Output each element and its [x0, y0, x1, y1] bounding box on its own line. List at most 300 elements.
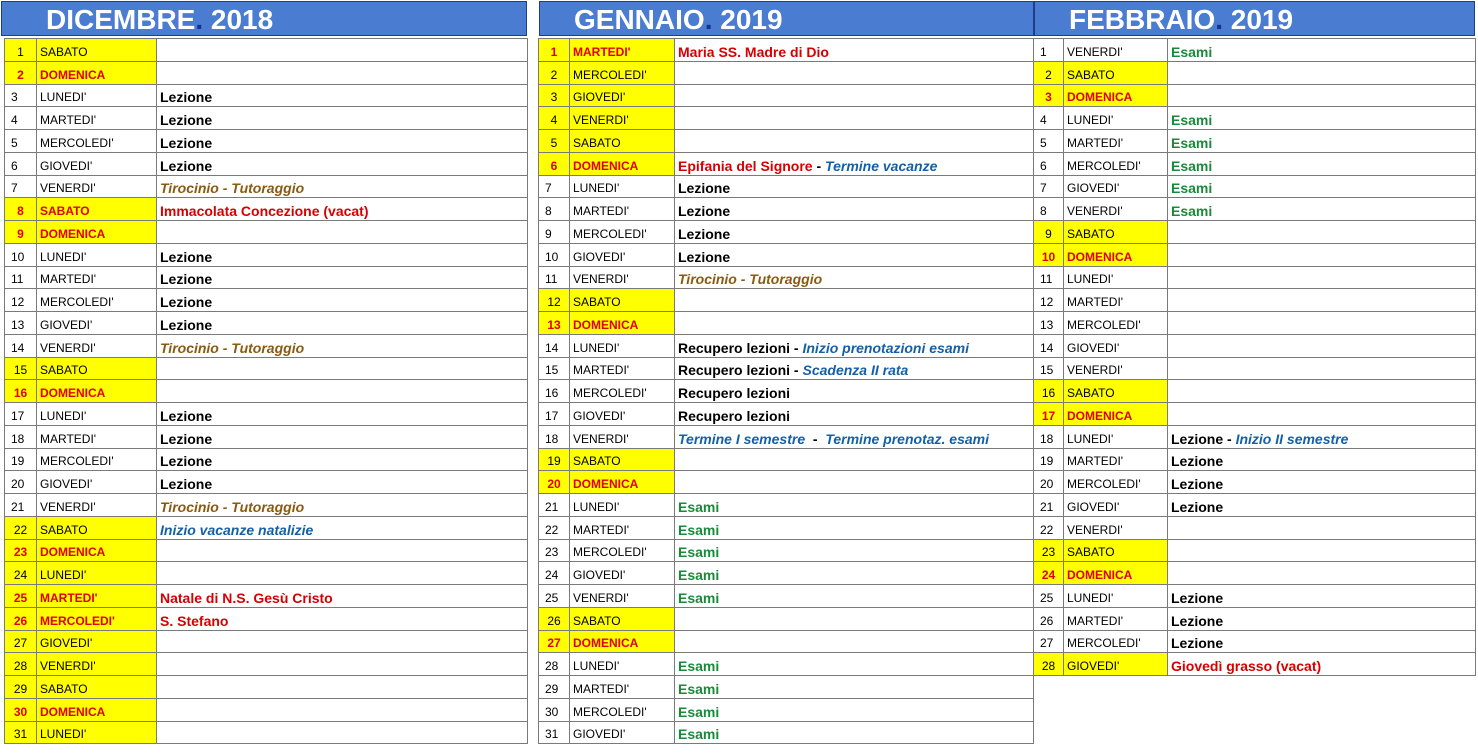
- day-number: 20: [539, 471, 570, 494]
- event-text: Lezione: [1171, 635, 1224, 652]
- day-number: 22: [1034, 516, 1064, 539]
- day-number: 9: [1034, 221, 1064, 244]
- day-event: [1168, 607, 1476, 630]
- day-number: 27: [539, 630, 570, 653]
- day-number: 15: [539, 357, 570, 380]
- day-name: DOMENICA: [1064, 562, 1168, 585]
- day-name: MARTEDI': [1064, 448, 1168, 471]
- day-row: [539, 630, 1034, 653]
- day-event: [157, 380, 528, 403]
- day-name: LUNEDI': [570, 494, 675, 517]
- day-event: [1168, 107, 1476, 130]
- day-number: 26: [1034, 607, 1064, 630]
- day-name: GIOVEDI': [37, 312, 157, 335]
- day-name: GIOVEDI': [570, 84, 675, 107]
- day-event: [157, 653, 528, 676]
- day-number: 4: [5, 107, 37, 130]
- event-text: S. Stefano: [160, 612, 229, 629]
- event-text: Scadenza II rata: [802, 362, 909, 379]
- day-event: [675, 198, 1034, 221]
- day-event: [1168, 448, 1476, 471]
- day-number: 24: [539, 562, 570, 585]
- day-name: DOMENICA: [1064, 403, 1168, 426]
- day-name: VENERDI': [37, 653, 157, 676]
- day-row: [539, 698, 1034, 721]
- event-text: Esami: [678, 658, 720, 674]
- day-number: 20: [5, 471, 37, 494]
- day-row: [5, 221, 528, 244]
- day-row: [5, 607, 528, 630]
- day-event: [675, 721, 1034, 744]
- day-number: 13: [5, 312, 37, 335]
- event-text: Tirocinio - Tutoraggio: [678, 271, 823, 288]
- day-row: [1034, 39, 1476, 62]
- event-text: Termine I semestre: [678, 430, 806, 447]
- day-event: [157, 221, 528, 244]
- day-row: [539, 403, 1034, 426]
- day-number: 1: [1034, 39, 1064, 62]
- day-number: 14: [539, 334, 570, 357]
- day-name: VENERDI': [37, 334, 157, 357]
- day-number: 22: [539, 516, 570, 539]
- day-name: DOMENICA: [570, 471, 675, 494]
- day-row: [5, 585, 528, 608]
- day-row: [539, 130, 1034, 153]
- day-row: [539, 357, 1034, 380]
- event-separator: -: [790, 339, 803, 356]
- day-row: [5, 84, 528, 107]
- day-event: [157, 289, 528, 312]
- day-number: 21: [539, 494, 570, 517]
- day-event: [157, 312, 528, 335]
- day-row: [5, 676, 528, 699]
- day-number: 3: [5, 84, 37, 107]
- day-name: SABATO: [37, 516, 157, 539]
- day-row: [539, 175, 1034, 198]
- day-row: [5, 312, 528, 335]
- event-separator: -: [790, 362, 803, 379]
- day-number: 5: [539, 130, 570, 153]
- day-name: GIOVEDI': [37, 152, 157, 175]
- day-row: [5, 175, 528, 198]
- day-number: 27: [5, 630, 37, 653]
- day-number: 22: [5, 516, 37, 539]
- day-name: MARTEDI': [37, 107, 157, 130]
- day-number: 7: [1034, 175, 1064, 198]
- day-row: [1034, 243, 1476, 266]
- day-row: [1034, 357, 1476, 380]
- day-name: MERCOLEDI': [570, 698, 675, 721]
- day-event: [157, 152, 528, 175]
- day-name: SABATO: [37, 198, 157, 221]
- day-event: [157, 607, 528, 630]
- month-name: FEBBRAIO: [1069, 4, 1216, 35]
- month-dot: .: [704, 4, 713, 35]
- event-text: Lezione: [1171, 476, 1224, 492]
- event-text: Recupero lezioni: [678, 339, 791, 356]
- day-event: [1168, 289, 1476, 312]
- day-number: 19: [539, 448, 570, 471]
- event-text: Lezione: [160, 476, 213, 492]
- event-text: Termine prenotaz. esami: [825, 430, 989, 447]
- day-name: SABATO: [570, 289, 675, 312]
- day-name: SABATO: [1064, 380, 1168, 403]
- day-event: [157, 198, 528, 221]
- day-event: [1168, 562, 1476, 585]
- day-name: VENERDI': [1064, 357, 1168, 380]
- event-text: Esami: [1171, 180, 1213, 197]
- day-row: [539, 380, 1034, 403]
- day-event: [675, 630, 1034, 653]
- day-number: 17: [539, 403, 570, 426]
- day-number: 10: [5, 243, 37, 266]
- day-row: [5, 198, 528, 221]
- day-name: MERCOLEDI': [37, 448, 157, 471]
- event-text: Lezione: [160, 271, 213, 288]
- day-event: [157, 425, 528, 448]
- day-event: [675, 698, 1034, 721]
- day-name: DOMENICA: [570, 152, 675, 175]
- event-text: Inizio vacanze natalizie: [160, 521, 314, 538]
- day-row: [539, 152, 1034, 175]
- day-row: [5, 289, 528, 312]
- day-name: VENERDI': [570, 107, 675, 130]
- day-number: 18: [5, 425, 37, 448]
- day-name: MARTEDI': [570, 39, 675, 62]
- event-text: Lezione: [160, 112, 213, 128]
- day-row: [1034, 107, 1476, 130]
- day-event: [675, 61, 1034, 84]
- day-event: [157, 357, 528, 380]
- day-event: [157, 61, 528, 84]
- day-row: [5, 152, 528, 175]
- day-number: 25: [539, 585, 570, 608]
- day-row: [1034, 334, 1476, 357]
- day-event: [1168, 425, 1476, 448]
- day-event: [1168, 84, 1476, 107]
- day-row: [539, 198, 1034, 221]
- day-name: DOMENICA: [37, 539, 157, 562]
- day-number: 4: [1034, 107, 1064, 130]
- day-number: 3: [539, 84, 570, 107]
- day-number: 4: [539, 107, 570, 130]
- event-text: Lezione: [678, 225, 731, 242]
- day-number: 8: [539, 198, 570, 221]
- event-text: Lezione: [1171, 612, 1224, 629]
- day-number: 25: [1034, 585, 1064, 608]
- day-row: [5, 61, 528, 84]
- day-name: LUNEDI': [37, 562, 157, 585]
- day-number: 12: [5, 289, 37, 312]
- day-event: [675, 312, 1034, 335]
- event-text: Lezione: [678, 203, 731, 219]
- day-event: [675, 471, 1034, 494]
- day-row: [1034, 312, 1476, 335]
- day-name: MERCOLEDI': [570, 61, 675, 84]
- day-event: [157, 243, 528, 266]
- day-row: [5, 334, 528, 357]
- day-event: [675, 607, 1034, 630]
- day-event: [1168, 585, 1476, 608]
- day-row: [5, 448, 528, 471]
- day-row: [1034, 630, 1476, 653]
- day-row: [539, 676, 1034, 699]
- day-event: [1168, 39, 1476, 62]
- day-row: [1034, 289, 1476, 312]
- day-number: 5: [5, 130, 37, 153]
- day-event: [1168, 334, 1476, 357]
- day-name: MERCOLEDI': [37, 607, 157, 630]
- month-name: DICEMBRE: [46, 4, 196, 35]
- event-text: Esami: [1171, 134, 1213, 151]
- day-name: MERCOLEDI': [1064, 152, 1168, 175]
- month-year: 2019: [1230, 4, 1294, 35]
- day-event: [157, 516, 528, 539]
- day-number: 6: [5, 152, 37, 175]
- day-row: [539, 243, 1034, 266]
- day-event: [157, 721, 528, 744]
- day-row: [1034, 539, 1476, 562]
- day-number: 18: [1034, 425, 1064, 448]
- day-name: LUNEDI': [1064, 107, 1168, 130]
- day-row: [5, 539, 528, 562]
- day-row: [5, 243, 528, 266]
- event-text: Lezione: [160, 407, 213, 424]
- day-name: MERCOLEDI': [37, 289, 157, 312]
- day-number: 31: [539, 721, 570, 744]
- day-name: VENERDI': [1064, 516, 1168, 539]
- day-event: [157, 539, 528, 562]
- day-name: MARTEDI': [570, 357, 675, 380]
- event-text: Lezione: [160, 294, 213, 310]
- day-row: [1034, 61, 1476, 84]
- day-name: MARTEDI': [570, 198, 675, 221]
- day-name: LUNEDI': [570, 653, 675, 676]
- day-event: [1168, 130, 1476, 153]
- month-header-dicembre: [1, 1, 527, 36]
- day-name: GIOVEDI': [1064, 334, 1168, 357]
- day-number: 1: [5, 39, 37, 62]
- day-name: MERCOLEDI': [1064, 312, 1168, 335]
- day-row: [539, 721, 1034, 744]
- day-row: [539, 607, 1034, 630]
- day-event: [675, 380, 1034, 403]
- day-row: [5, 130, 528, 153]
- day-name: MERCOLEDI': [37, 130, 157, 153]
- day-number: 28: [1034, 653, 1064, 676]
- day-event: [675, 448, 1034, 471]
- event-text: Maria SS. Madre di Dio: [678, 43, 829, 60]
- day-row: [5, 266, 528, 289]
- day-number: 31: [5, 721, 37, 744]
- day-event: [675, 39, 1034, 62]
- day-row: [5, 471, 528, 494]
- event-separator: -: [805, 430, 826, 447]
- day-event: [1168, 630, 1476, 653]
- event-text: Lezione: [1171, 453, 1224, 470]
- event-text: Esami: [678, 544, 720, 561]
- day-name: GIOVEDI': [570, 721, 675, 744]
- day-number: 9: [539, 221, 570, 244]
- day-name: LUNEDI': [37, 721, 157, 744]
- day-name: LUNEDI': [570, 175, 675, 198]
- day-number: 19: [5, 448, 37, 471]
- day-number: 1: [539, 39, 570, 62]
- day-event: [157, 448, 528, 471]
- day-number: 16: [1034, 380, 1064, 403]
- event-text: Esami: [1171, 112, 1213, 128]
- day-row: [1034, 152, 1476, 175]
- day-number: 19: [1034, 448, 1064, 471]
- event-text: Lezione: [160, 134, 213, 151]
- day-row: [5, 630, 528, 653]
- month-header-gennaio: [539, 1, 1034, 36]
- event-text: Esami: [1171, 203, 1213, 219]
- day-number: 8: [1034, 198, 1064, 221]
- day-number: 26: [539, 607, 570, 630]
- day-event: [1168, 380, 1476, 403]
- day-number: 29: [539, 676, 570, 699]
- day-name: VENERDI': [37, 175, 157, 198]
- day-row: [1034, 130, 1476, 153]
- event-text: Inizio II semestre: [1235, 430, 1349, 447]
- day-event: [1168, 221, 1476, 244]
- day-name: MERCOLEDI': [570, 539, 675, 562]
- event-text: Lezione: [160, 157, 213, 174]
- day-row: [1034, 380, 1476, 403]
- event-text: Tirocinio - Tutoraggio: [160, 339, 305, 356]
- day-row: [1034, 562, 1476, 585]
- day-name: LUNEDI': [37, 403, 157, 426]
- day-event: [1168, 198, 1476, 221]
- day-name: LUNEDI': [37, 84, 157, 107]
- day-number: 29: [5, 676, 37, 699]
- event-text: Lezione: [160, 453, 213, 470]
- event-text: Giovedì grasso (vacat): [1171, 658, 1322, 674]
- day-name: GIOVEDI': [37, 630, 157, 653]
- day-event: [157, 175, 528, 198]
- day-event: [675, 676, 1034, 699]
- event-text: Natale di N.S. Gesù Cristo: [160, 589, 333, 606]
- day-event: [157, 494, 528, 517]
- day-number: 16: [5, 380, 37, 403]
- day-row: [539, 334, 1034, 357]
- day-name: SABATO: [1064, 61, 1168, 84]
- event-text: Esami: [1171, 43, 1213, 60]
- day-row: [5, 357, 528, 380]
- day-name: SABATO: [1064, 221, 1168, 244]
- day-name: MARTEDI': [37, 266, 157, 289]
- day-row: [5, 380, 528, 403]
- day-row: [1034, 471, 1476, 494]
- event-text: Tirocinio - Tutoraggio: [160, 498, 305, 515]
- day-row: [5, 698, 528, 721]
- day-event: [1168, 312, 1476, 335]
- day-event: [157, 403, 528, 426]
- day-event: [675, 175, 1034, 198]
- day-number: 15: [5, 357, 37, 380]
- day-number: 10: [1034, 243, 1064, 266]
- day-name: MARTEDI': [570, 516, 675, 539]
- day-event: [1168, 516, 1476, 539]
- day-row: [1034, 221, 1476, 244]
- day-name: MARTEDI': [37, 425, 157, 448]
- day-event: [1168, 653, 1476, 676]
- day-name: GIOVEDI': [1064, 653, 1168, 676]
- day-event: [675, 516, 1034, 539]
- day-event: [157, 84, 528, 107]
- day-name: GIOVEDI': [570, 243, 675, 266]
- day-name: DOMENICA: [1064, 84, 1168, 107]
- day-name: MARTEDI': [570, 676, 675, 699]
- day-event: [157, 630, 528, 653]
- event-text: Esami: [678, 703, 720, 720]
- day-row: [1034, 607, 1476, 630]
- event-text: Esami: [1171, 157, 1213, 174]
- day-number: 26: [5, 607, 37, 630]
- day-name: MARTEDI': [1064, 607, 1168, 630]
- event-text: Immacolata Concezione (vacat): [160, 203, 369, 219]
- event-text: Esami: [678, 589, 720, 606]
- day-name: MARTEDI': [1064, 289, 1168, 312]
- day-name: MARTEDI': [1064, 130, 1168, 153]
- day-row: [1034, 175, 1476, 198]
- day-row: [1034, 653, 1476, 676]
- day-number: 17: [1034, 403, 1064, 426]
- day-number: 13: [1034, 312, 1064, 335]
- day-event: [675, 289, 1034, 312]
- calendar-table-dicembre: [4, 38, 528, 744]
- day-event: [675, 107, 1034, 130]
- day-name: VENERDI': [570, 585, 675, 608]
- day-number: 13: [539, 312, 570, 335]
- day-event: [1168, 494, 1476, 517]
- day-row: [5, 721, 528, 744]
- day-number: 27: [1034, 630, 1064, 653]
- event-text: Lezione: [160, 316, 213, 333]
- day-event: [157, 471, 528, 494]
- day-row: [539, 585, 1034, 608]
- event-text: Recupero lezioni: [678, 407, 791, 424]
- day-event: [675, 494, 1034, 517]
- day-row: [539, 653, 1034, 676]
- day-number: 8: [5, 198, 37, 221]
- day-row: [539, 61, 1034, 84]
- day-event: [1168, 539, 1476, 562]
- day-name: VENERDI': [570, 425, 675, 448]
- event-text: Esami: [678, 498, 720, 515]
- day-row: [5, 39, 528, 62]
- day-row: [1034, 585, 1476, 608]
- day-name: VENERDI': [1064, 39, 1168, 62]
- day-event: [1168, 266, 1476, 289]
- day-row: [1034, 425, 1476, 448]
- day-number: 23: [539, 539, 570, 562]
- day-name: DOMENICA: [37, 380, 157, 403]
- day-number: 24: [1034, 562, 1064, 585]
- day-event: [675, 562, 1034, 585]
- event-text: Esami: [678, 567, 720, 583]
- day-event: [675, 221, 1034, 244]
- day-row: [539, 312, 1034, 335]
- day-name: SABATO: [570, 607, 675, 630]
- day-number: 12: [539, 289, 570, 312]
- day-row: [1034, 84, 1476, 107]
- day-row: [539, 425, 1034, 448]
- day-number: 15: [1034, 357, 1064, 380]
- day-number: 9: [5, 221, 37, 244]
- day-event: [675, 425, 1034, 448]
